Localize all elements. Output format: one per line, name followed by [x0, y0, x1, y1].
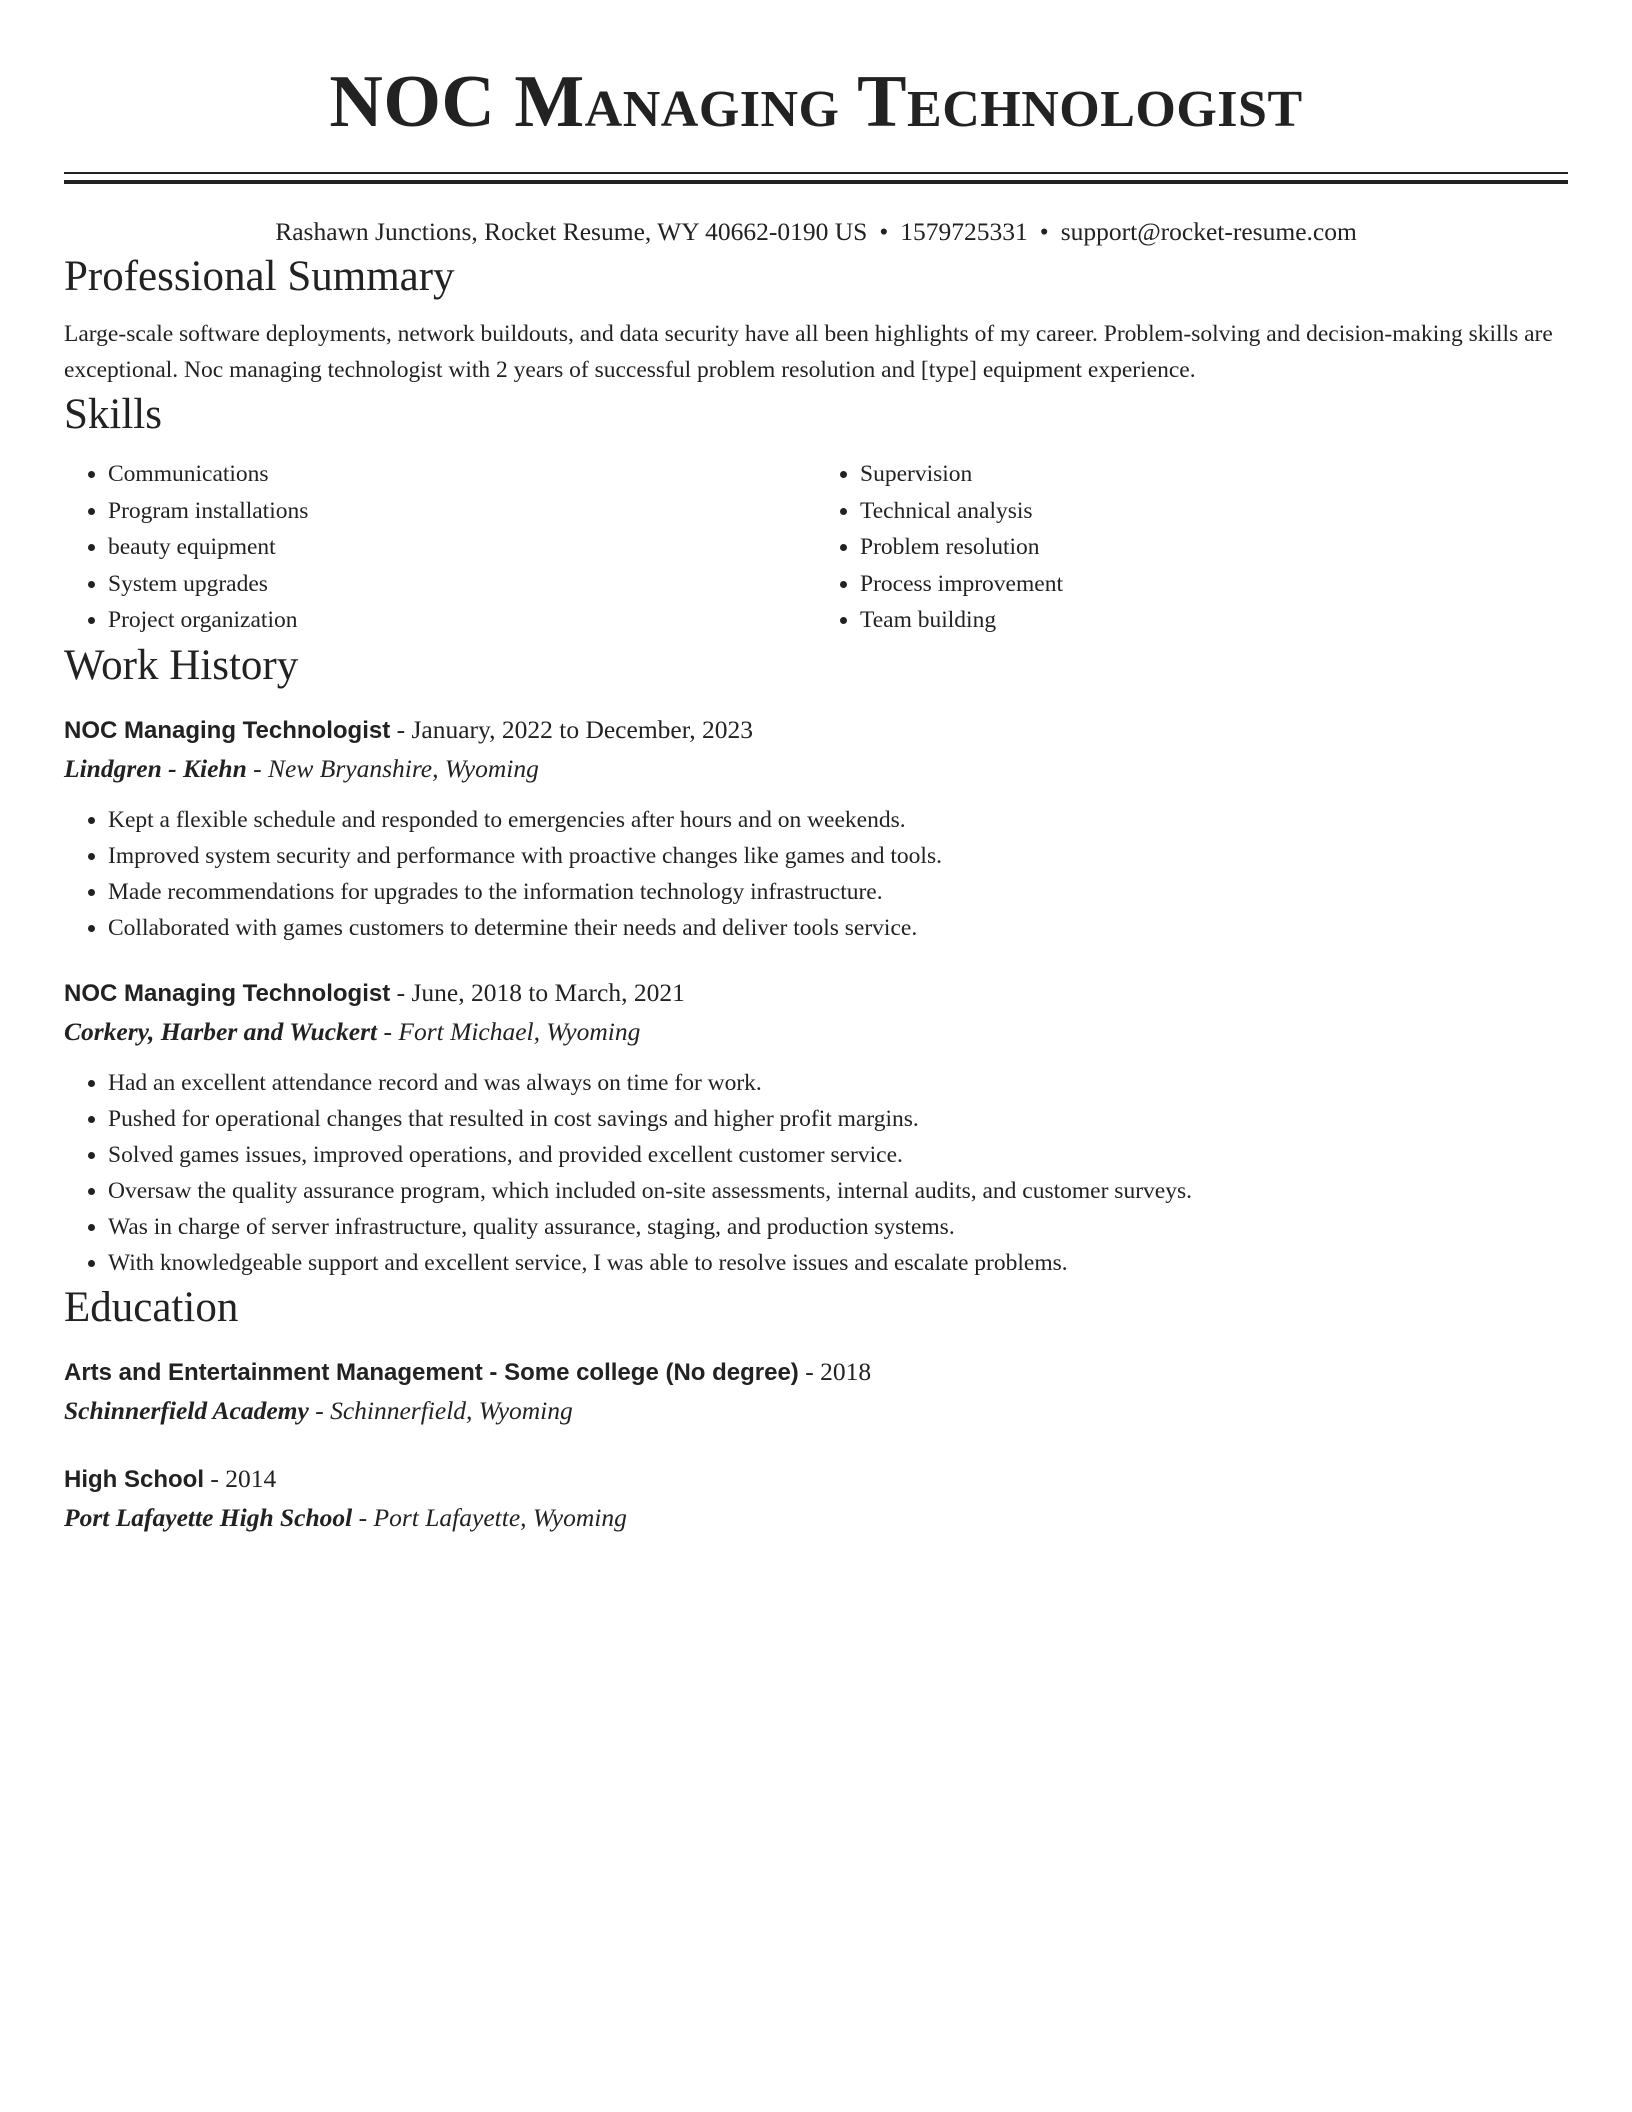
job-location: Fort Michael, Wyoming — [398, 1016, 641, 1046]
skill-item: • Project organization — [108, 602, 816, 639]
education-degree: Arts and Entertainment Management - Some college (No degree) — [64, 1358, 799, 1386]
job-bullet: • Was in charge of server infrastructure, quality assurance, staging, and production systems. — [108, 1209, 1568, 1245]
job-bullet: • Collaborated with games customers to determine their needs and deliver tools service. — [108, 910, 1568, 946]
job-company-line — [64, 750, 1568, 788]
skill-item: • Communications — [108, 456, 816, 493]
job-title-line — [64, 974, 1568, 1013]
education-separator: - — [204, 1463, 226, 1493]
education-location: Port Lafayette, Wyoming — [373, 1502, 627, 1532]
education-year: 2018 — [820, 1356, 872, 1386]
job-bullet: • Kept a flexible schedule and responded to emergencies after hours and on weekends. — [108, 802, 1568, 838]
contact-separator: • — [879, 217, 889, 246]
skill-item: • Problem resolution — [860, 529, 1568, 566]
skill-item: • Program installations — [108, 493, 816, 530]
job-company: Lindgren - Kiehn — [64, 753, 247, 783]
job-bullet: • Solved games issues, improved operations, and provided excellent customer service. — [108, 1137, 1568, 1173]
skill-item: • Team building — [860, 602, 1568, 639]
job-entry — [64, 711, 1568, 946]
education-separator: - — [352, 1502, 374, 1532]
education-year: 2014 — [225, 1463, 277, 1493]
education-entry — [64, 1353, 1568, 1430]
job-bullet: • With knowledgeable support and excellent service, I was able to resolve issues and escalate problems. — [108, 1245, 1568, 1281]
job-separator: - — [246, 753, 269, 783]
job-bullets — [64, 802, 1568, 946]
contact-address: Rashawn Junctions, Rocket Resume, WY 40662-0190 US — [275, 217, 868, 246]
contact-line — [64, 214, 1568, 250]
skill-item: • System upgrades — [108, 566, 816, 603]
skill-item: • beauty equipment — [108, 529, 816, 566]
title-divider-thin — [64, 172, 1568, 174]
education-school-line — [64, 1392, 1568, 1430]
work-history-heading: Work History — [64, 641, 299, 689]
education-title-line — [64, 1353, 1568, 1392]
summary-text: Large-scale software deployments, network buildouts, and data security have all been highlights of my career. Problem-solving and decision-making skills are exceptional. Noc managing technologist with 2 years of successful problem resolution and [type] equipment experience. — [64, 321, 1553, 383]
job-bullet: • Improved system security and performance with proactive changes like games and tools. — [108, 838, 1568, 874]
job-bullets — [64, 1065, 1568, 1281]
job-company: Corkery, Harber and Wuckert — [64, 1016, 378, 1046]
contact-email: support@rocket-resume.com — [1060, 217, 1357, 246]
skills-list — [64, 456, 1568, 639]
education-school: Schinnerfield Academy — [64, 1395, 309, 1425]
job-company-line — [64, 1013, 1568, 1051]
job-bullet: • Made recommendations for upgrades to the information technology infrastructure. — [108, 874, 1568, 910]
education-entry — [64, 1460, 1568, 1537]
job-bullet: • Had an excellent attendance record and was always on time for work. — [108, 1065, 1568, 1101]
education-separator: - — [798, 1356, 821, 1386]
skills-heading: Skills — [64, 391, 162, 438]
job-dates: June, 2018 to March, 2021 — [411, 977, 685, 1007]
skill-item: • Supervision — [860, 456, 1568, 493]
skill-item: • Technical analysis — [860, 493, 1568, 530]
contact-separator: • — [1039, 217, 1049, 246]
job-entry — [64, 974, 1568, 1281]
page-title: NOC Managing Technologist — [329, 61, 1303, 143]
job-title: NOC Managing Technologist — [64, 979, 391, 1007]
education-location: Schinnerfield, Wyoming — [330, 1395, 573, 1425]
skills-column-right — [816, 456, 1568, 639]
education-degree: High School — [64, 1465, 204, 1493]
job-location: New Bryanshire, Wyoming — [268, 753, 539, 783]
skill-item: • Process improvement — [860, 566, 1568, 603]
skills-column-left — [64, 456, 816, 639]
job-separator: - — [390, 977, 412, 1007]
education-school-line — [64, 1499, 1568, 1537]
education-title-line — [64, 1460, 1568, 1499]
education-school: Port Lafayette High School — [64, 1502, 353, 1532]
contact-phone: 1579725331 — [900, 217, 1028, 246]
job-title-line — [64, 711, 1568, 750]
summary-heading: Professional Summary — [64, 253, 455, 300]
job-separator: - — [377, 1016, 399, 1046]
job-bullet: • Pushed for operational changes that resulted in cost savings and higher profit margins. — [108, 1101, 1568, 1137]
job-bullet: • Oversaw the quality assurance program, which included on-site assessments, internal audits, and customer surveys. — [108, 1173, 1568, 1209]
education-heading: Education — [64, 1283, 239, 1331]
job-dates: January, 2022 to December, 2023 — [411, 714, 753, 744]
job-separator: - — [390, 714, 412, 744]
education-separator: - — [308, 1395, 331, 1425]
job-title: NOC Managing Technologist — [64, 716, 391, 744]
title-divider-thick — [64, 180, 1568, 184]
